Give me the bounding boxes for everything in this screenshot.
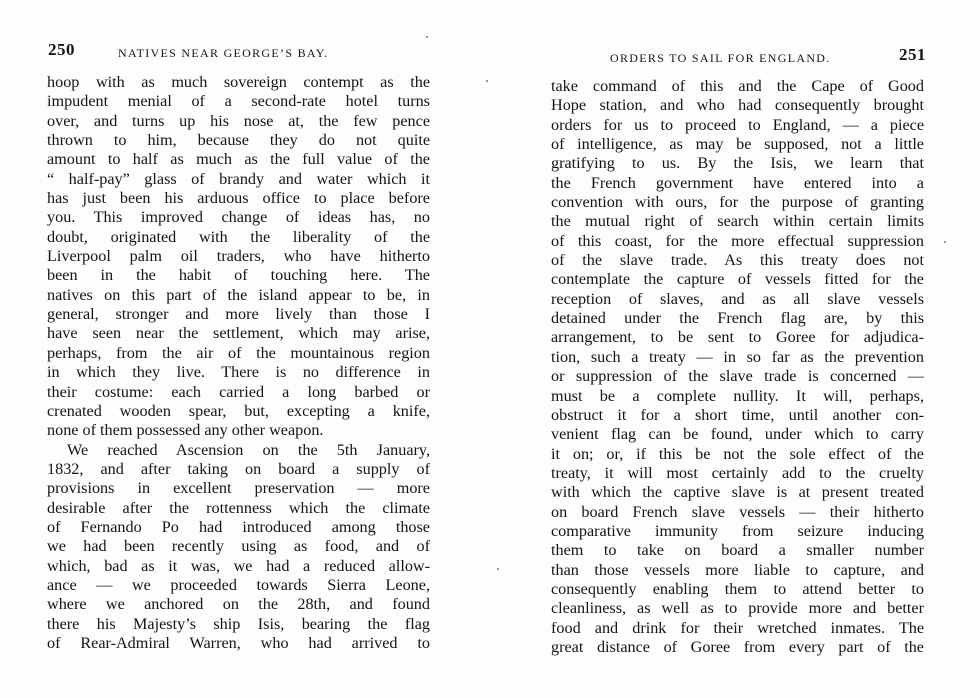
text-line: has just been his arduous office to place before (47, 189, 430, 208)
text-line: Hope station, and who had consequently brought (551, 96, 924, 115)
text-line: consequently enabling them to attend better to (551, 579, 924, 598)
text-line: doubt, originated with the liberality of the (47, 227, 430, 246)
text-line: or suppression of the slave trade is concerned — (551, 367, 924, 386)
page-number: 251 (899, 45, 926, 64)
text-line: detained under the French flag are, by this (551, 309, 924, 328)
text-line: where we anchored on the 28th, and found (47, 595, 430, 614)
text-line: 1832, and after taking on board a supply of (47, 459, 430, 478)
text-line: their costume: each carried a long barbed or (47, 382, 430, 401)
text-line: of Fernando Po had introduced among those (47, 517, 430, 536)
scan-speck (944, 241, 946, 243)
text-line: contemplate the capture of vessels fitted for the (551, 270, 924, 289)
text-line: treaty, it will most certainly add to the cruelty (551, 463, 924, 482)
text-line: ance — we proceeded towards Sierra Leone, (47, 575, 430, 594)
running-head: NATIVES NEAR GEORGE’S BAY. (118, 46, 329, 60)
text-line: must be a complete nullity. It will, perhaps, (551, 386, 924, 405)
running-head: ORDERS TO SAIL FOR ENGLAND. (610, 51, 831, 65)
text-line: impudent menial of a second-rate hotel turns (47, 92, 430, 111)
text-line: the French government have entered into a (551, 173, 924, 192)
text-line: of Rear-Admiral Warren, who had arrived to (47, 633, 430, 652)
text-line: we had been recently using as food, and of (47, 537, 430, 556)
scan-speck (497, 568, 499, 570)
text-line: them to take on board a smaller number (551, 541, 924, 560)
body-text (47, 73, 430, 653)
text-line: perhaps, from the air of the mountainous region (47, 343, 430, 362)
text-line: desirable after the rottenness which the climate (47, 498, 430, 517)
text-line: amount to half as much as the full value of the (47, 150, 430, 169)
scan-speck (426, 36, 428, 38)
text-line: general, stronger and more lively than those I (47, 305, 430, 324)
text-line: there his Majesty’s ship Isis, bearing the flag (47, 614, 430, 633)
text-line: of intelligence, as may be supposed, not a little (551, 135, 924, 154)
body-text (551, 77, 924, 657)
right-page (490, 0, 980, 698)
text-line: in which they live. There is no difference in (47, 363, 430, 382)
text-line: “ half-pay” glass of brandy and water which it (47, 169, 430, 188)
text-line: gratifying to us. By the Isis, we learn that (551, 154, 924, 173)
text-line: the mutual right of search within certain limits (551, 212, 924, 231)
text-line: food and drink for their wretched inmates. The (551, 618, 924, 637)
text-line: of this coast, for the more effectual suppression (551, 231, 924, 250)
text-line: obstruct it for a short time, until another con- (551, 405, 924, 424)
scan-speck (486, 80, 488, 82)
text-line: reception of slaves, and as all slave vessels (551, 289, 924, 308)
text-line: orders for us to proceed to England, — a piece (551, 115, 924, 134)
text-line: venient flag can be found, under which to carry (551, 425, 924, 444)
text-line: over, and turns up his nose at, the few pence (47, 111, 430, 130)
text-line: hoop with as much sovereign contempt as the (47, 73, 430, 91)
text-line: tion, such a treaty — in so far as the prevention (551, 347, 924, 366)
text-line: you. This improved change of ideas has, no (47, 208, 430, 227)
text-line: convention with ours, for the purpose of granting (551, 193, 924, 212)
text-line: great distance of Goree from every part of the (551, 637, 924, 656)
page-number: 250 (48, 40, 75, 59)
paragraph-start-line: We reached Ascension on the 5th January, (67, 440, 430, 459)
text-line: arrangement, to be sent to Goree for adjudica- (551, 328, 924, 347)
text-line: with which the captive slave is at present treated (551, 483, 924, 502)
text-line: it on; or, if this be not the sole effect of the (551, 444, 924, 463)
text-line: which, bad as it was, we had a reduced allow- (47, 556, 430, 575)
text-line: on board French slave vessels — their hitherto (551, 502, 924, 521)
text-line: none of them possessed any other weapon. (47, 421, 324, 440)
text-line: than those vessels more liable to capture, and (551, 560, 924, 579)
text-line: Liverpool palm oil traders, who have hitherto (47, 247, 430, 266)
text-line: thrown to him, because they do not quite (47, 131, 430, 150)
text-line: provisions in excellent preservation — more (47, 479, 430, 498)
text-line: comparative immunity from seizure inducing (551, 521, 924, 540)
text-line: natives on this part of the island appear to be, in (47, 285, 430, 304)
text-line: crenated wooden spear, but, excepting a knife, (47, 401, 430, 420)
text-line: take command of this and the Cape of Good (551, 77, 924, 95)
text-line: have seen near the settlement, which may arise, (47, 324, 430, 343)
text-line: been in the habit of touching here. The (47, 266, 430, 285)
text-line: of the slave trade. As this treaty does not (551, 251, 924, 270)
text-line: cleanliness, as well as to provide more and better (551, 599, 924, 618)
